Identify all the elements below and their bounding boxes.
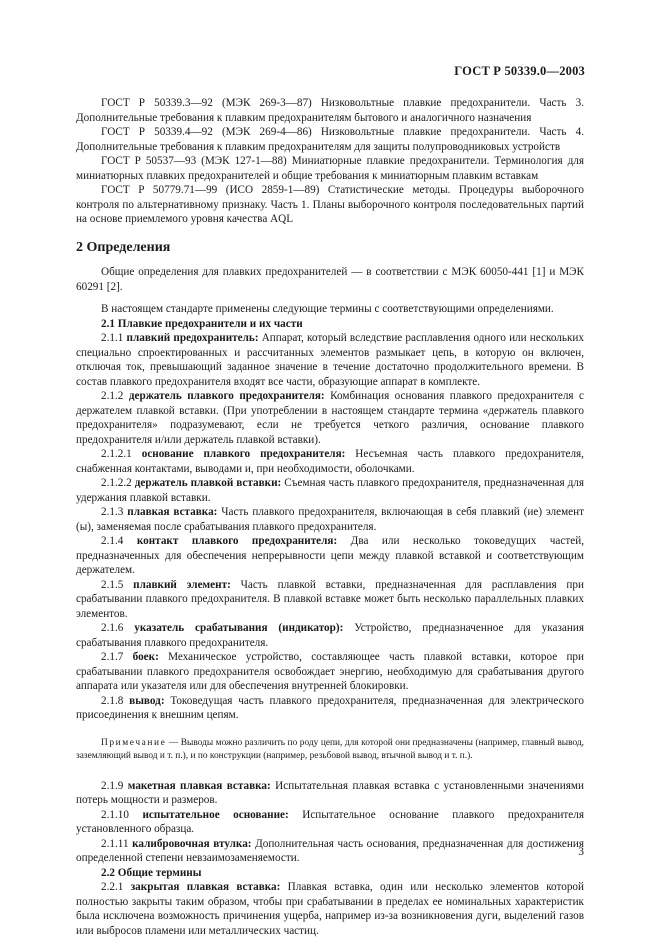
definition-item [76, 476, 584, 505]
definition-text: Часть плавкого предохранителя, включающая в себя плавкий (ие) элемент (ы), заменяемая после срабатывания плавкого предохранителя. [76, 506, 584, 533]
note-label: Примечание [101, 737, 167, 748]
definition-term: вывод: [129, 694, 165, 707]
definition-text: Устройство, предназначенное для указания срабатывания плавкого предохранителя. [76, 622, 584, 649]
definition-number: 2.1.10 [101, 808, 143, 821]
definition-term: основание плавкого предохранителя: [141, 448, 346, 460]
definition-number: 2.2.1 [101, 881, 131, 893]
section-heading: 2 Определения [76, 239, 171, 255]
definition-term: плавкий элемент: [133, 578, 231, 591]
definition-item [76, 534, 584, 578]
definition-number: 2.1.6 [101, 622, 135, 634]
definition-list [76, 880, 584, 938]
subsection-heading: 2.2 Общие термины [101, 866, 202, 879]
definition-term: указатель срабатывания (индикатор): [134, 622, 344, 634]
definition-term: закрытая плавкая вставка: [130, 881, 281, 893]
definition-text: Несъемная часть плавкого предохранителя, снабженная контактами, выводами и, при необходимости, оболочками. [76, 448, 584, 475]
definition-list [76, 331, 584, 723]
definition-number: 2.1.11 [101, 837, 133, 850]
definition-item [76, 808, 584, 837]
definition-term: держатель плавкой вставки: [134, 477, 282, 489]
definition-number: 2.1.9 [101, 779, 128, 792]
definition-item [76, 505, 584, 534]
note-paragraph [76, 737, 584, 763]
subsection-heading: 2.1 Плавкие предохранители и их части [101, 317, 303, 330]
definition-text: Токоведущая часть плавкого предохранителя, предназначенная для электрического присоединения к внешним цепям. [76, 694, 585, 721]
definition-item [76, 447, 584, 476]
reference-paragraph: ГОСТ Р 50779.71—99 (ИСО 2859-1—89) Статистические методы. Процедуры выборочного контроля по альтернативному признаку. Часть 1. Планы выборочного контроля последовательных партий на основе приемлемого уровня качества AQL [76, 184, 584, 225]
reference-paragraph: ГОСТ Р 50537—93 (МЭК 127-1—88) Миниатюрные плавкие предохранители. Терминология для миниатюрных плавких предохранителей и общие требования к миниатюрным плавким вставкам [76, 155, 584, 182]
definition-term: контакт плавкого предохранителя: [136, 535, 338, 547]
definition-text: Испытательное основание плавкого предохранителя установленного образца. [76, 808, 585, 835]
reference-paragraph: ГОСТ Р 50339.3—92 (МЭК 269-3—87) Низковольтные плавкие предохранители. Часть 3. Дополнительные требования к плавким предохранителям бытового и аналогичного назначения [76, 97, 584, 124]
definition-number: 2.1.2 [101, 390, 129, 402]
definition-text: Плавкая вставка, один или несколько элементов которой полностью закрыты таким образом, чтобы при срабатывании в пределах ее номинальных характеристик была исключена возможность причинения ущерба, например из-за возникновения дуги, выделений газов или выбросов пламени или металлических частиц. [76, 881, 585, 937]
definition-item [76, 837, 584, 866]
definition-text: Испытательная плавкая вставка с установленными значениями потерь мощности и размеров. [76, 779, 584, 806]
definition-item [76, 880, 584, 938]
definition-term: калибровочная втулка: [132, 837, 252, 850]
intro-paragraph: В настоящем стандарте применены следующие термины с соответствующими определениями. [101, 303, 554, 315]
document-body [76, 96, 584, 938]
definition-text: Комбинация основания плавкого предохранителя с держателем плавкой вставки. (При употреблении в настоящем стандарте термина «держатель плавкого предохранителя» подразумевают, если не требуется четкого различия, основание плавкого предохранителя и/или держатель плавкой вставки). [76, 390, 584, 446]
definition-number: 2.1.3 [101, 506, 128, 518]
definition-item [76, 621, 584, 650]
definition-text: Дополнительная часть основания, предназначенная для достижения определенной степени невзаимозаменяемости. [76, 837, 584, 864]
note-text: — Выводы можно различить по роду цепи, для которой они предназначены (например, главный вывод, заземляющий вывод и т. п.), и по конструкции (например, резьбовой вывод, втычной вывод и т. п.). [76, 737, 584, 761]
definition-number: 2.1.4 [101, 535, 137, 547]
definition-text: Два или несколько токоведущих частей, предназначенных для обеспечения непрерывности цепи между плавкой вставкой и соответствующим держателем. [76, 535, 585, 576]
definition-text: Аппарат, который вследствие расплавления одного или нескольких специально спроектированных и рассчитанных элементов размыкает цепь, в которую он включен, отключая ток, превышающий заданное значение в течение достаточно продолжительного времени. В состав плавкого предохранителя входят все части, образующие аппарат в комплекте. [76, 332, 584, 388]
definition-term: держатель плавкого предохранителя: [128, 390, 325, 402]
definition-term: плавкая вставка: [127, 506, 218, 518]
definition-text: Механическое устройство, составляющее часть плавкой вставки, которое при срабатывании плавкого предохранителя освобождает энергию, необходимую для срабатывания другого аппарата или указателя или для обеспечения внутренней блокировки. [76, 651, 585, 692]
definition-text: Часть плавкой вставки, предназначенная для расплавления при срабатывании плавкого предохранителя. В плавкой вставке может быть несколько параллельных плавких элементов. [76, 578, 584, 620]
definition-number: 2.1.2.2 [101, 477, 135, 489]
page-number: 3 [578, 846, 584, 858]
definition-item [76, 694, 584, 723]
definition-item [76, 578, 584, 622]
definition-number: 2.1.8 [101, 694, 130, 707]
definition-item [76, 650, 584, 694]
definition-number: 2.1.7 [101, 651, 133, 663]
definition-term: плавкий предохранитель: [126, 332, 259, 344]
definition-item [76, 779, 584, 808]
definition-item [76, 389, 584, 447]
definition-term: макетная плавкая вставка: [127, 779, 271, 792]
definition-text: Съемная часть плавкого предохранителя, предназначенная для удержания плавкой вставки. [76, 477, 584, 504]
definition-term: боек: [132, 651, 159, 663]
intro-paragraph: Общие определения для плавких предохранителей — в соответствии с МЭК 60050-441 [1] и МЭК 60291 [2]. [76, 266, 584, 293]
definition-number: 2.1.5 [101, 578, 134, 591]
definition-item [76, 331, 584, 389]
standard-code-header: ГОСТ Р 50339.0—2003 [454, 64, 585, 78]
definition-list [76, 779, 584, 866]
definition-term: испытательное основание: [142, 808, 289, 821]
definition-number: 2.1.2.1 [101, 448, 142, 460]
definition-number: 2.1.1 [101, 332, 127, 344]
reference-paragraph: ГОСТ Р 50339.4—92 (МЭК 269-4—86) Низковольтные плавкие предохранители. Часть 4. Дополнительные требования к плавким предохранителям для защиты полупроводниковых устройств [76, 126, 584, 153]
